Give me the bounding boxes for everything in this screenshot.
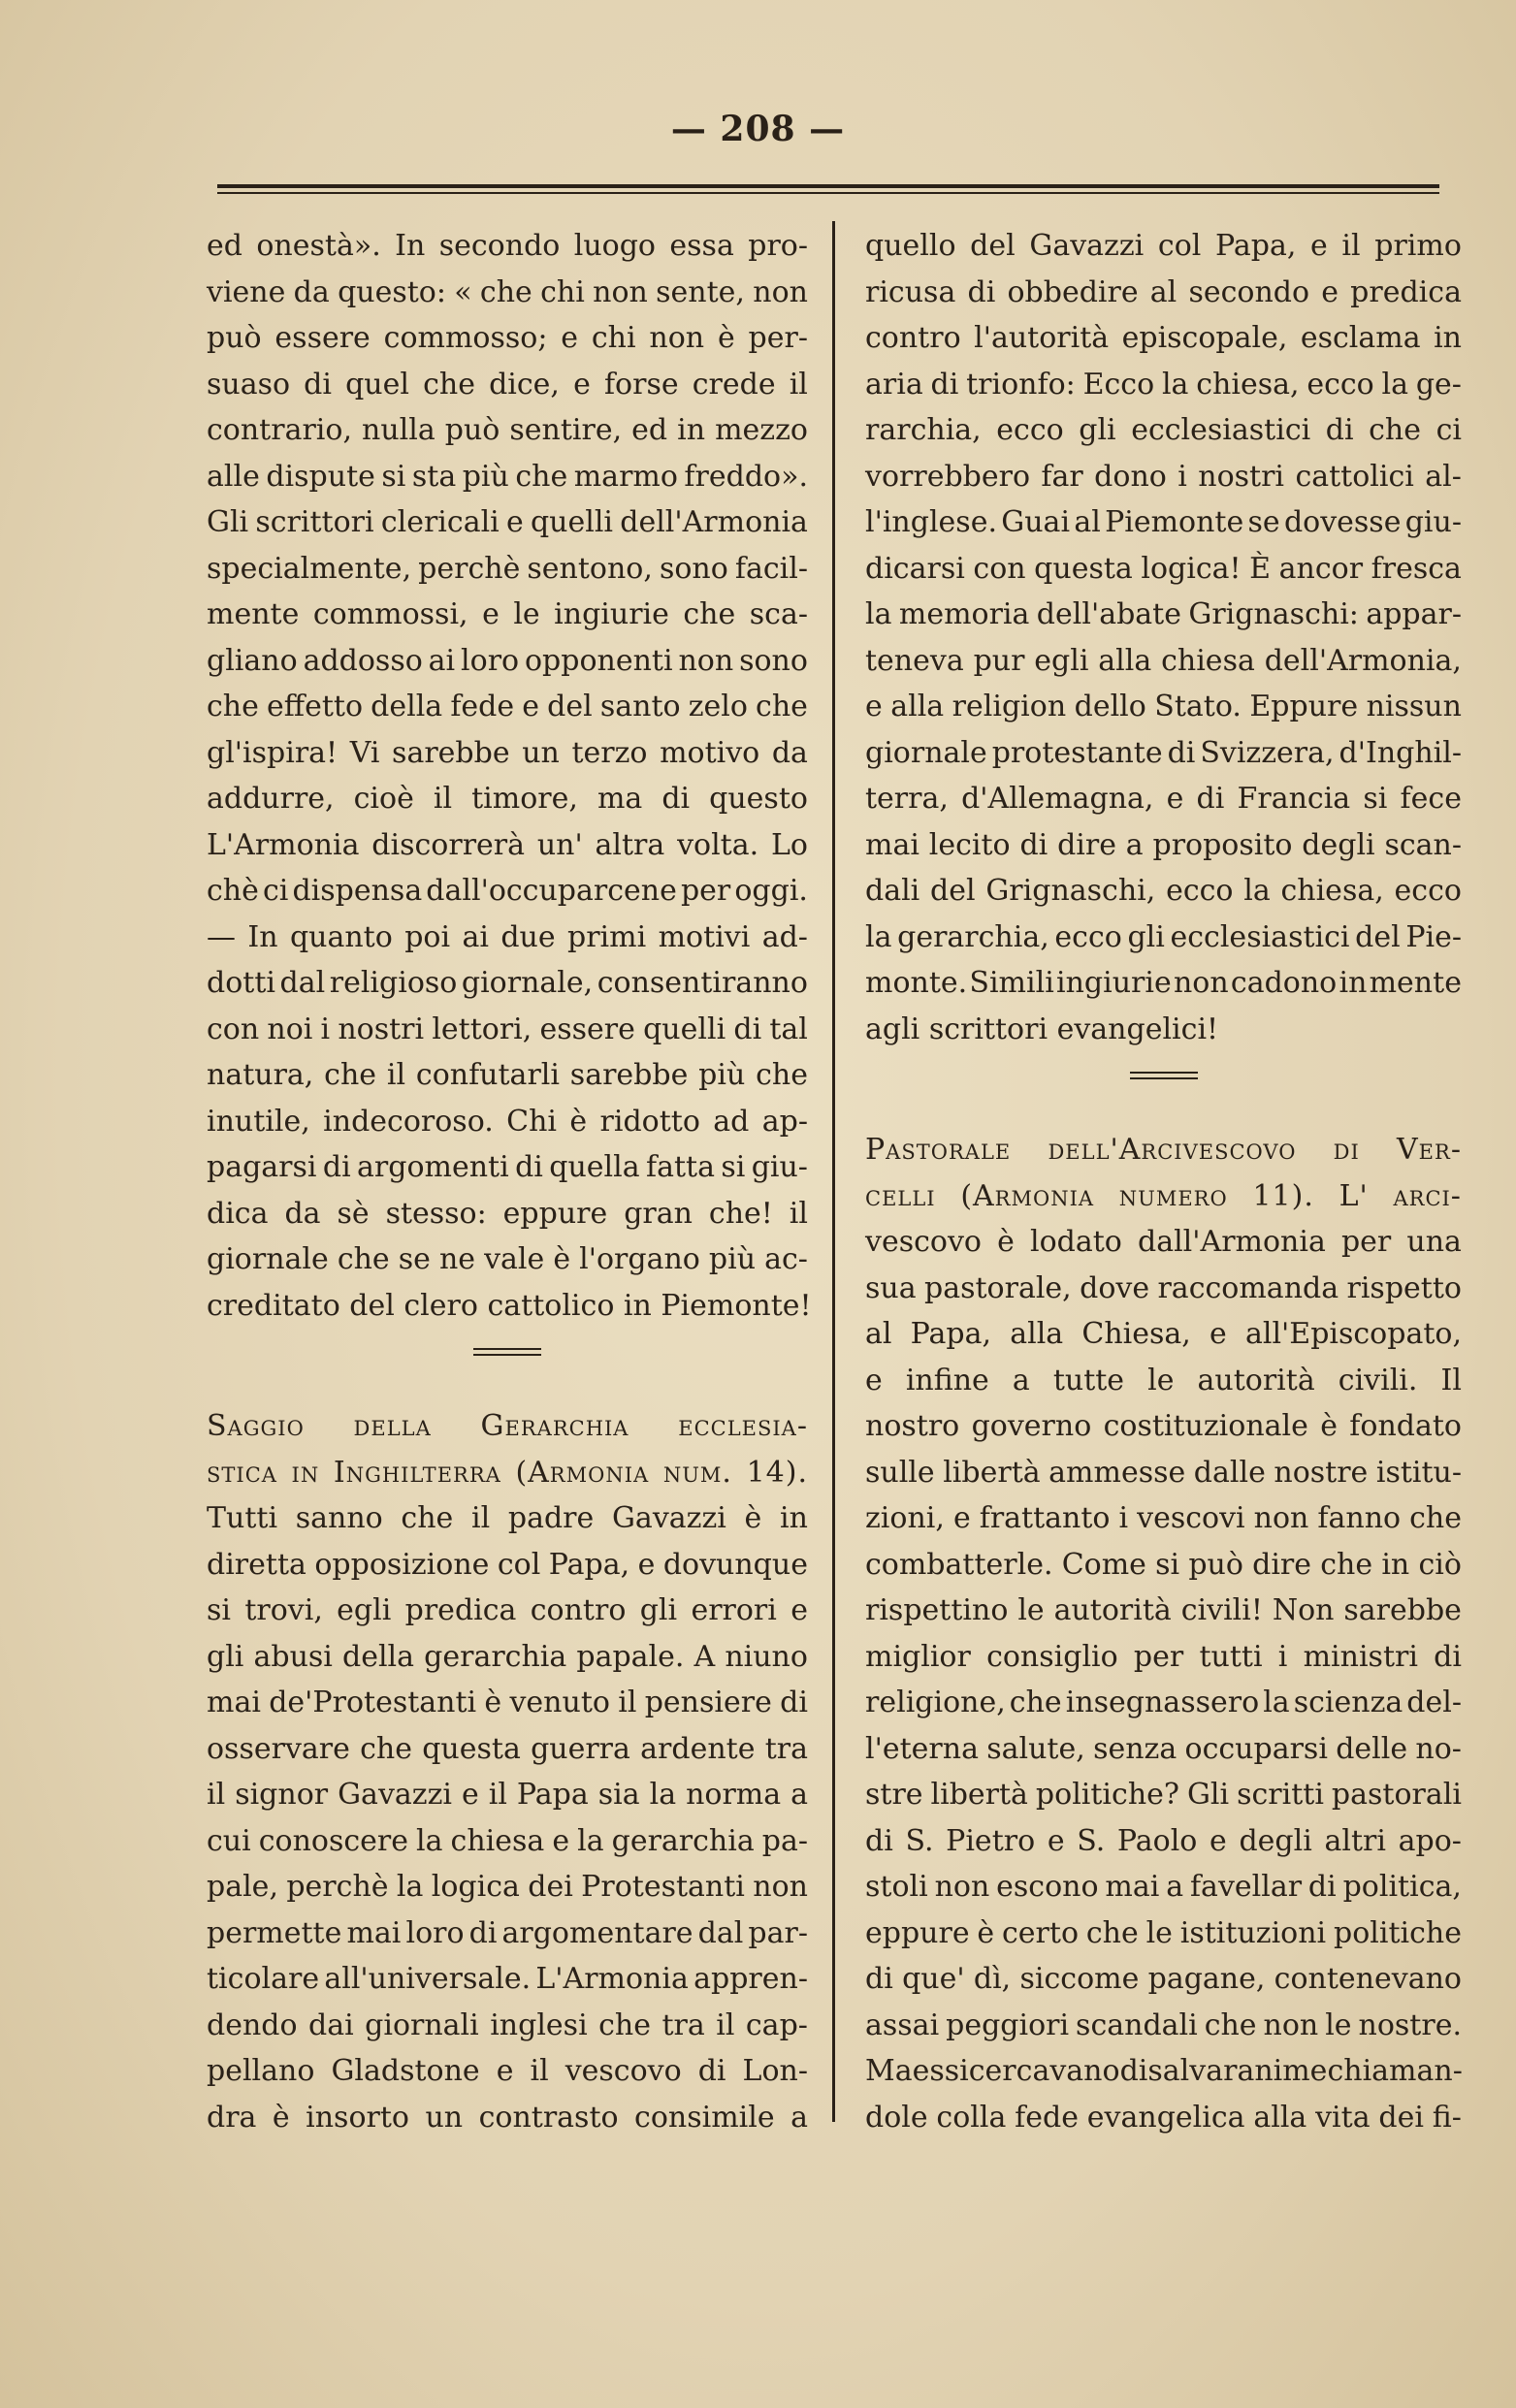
text-line: osservare che questa guerra ardente tra — [207, 1731, 808, 1766]
text-line: assai peggiori scandali che non le nostre. — [865, 2007, 1462, 2042]
text-line: combatterle. Come si può dire che in ciò — [865, 1547, 1462, 1582]
text-line: dicarsi con questa logica! È ancor fresca — [865, 551, 1462, 586]
text-line: stoli non escono mai a favellar di politica, — [865, 1870, 1462, 1904]
section-heading-pastorale — [865, 1127, 1462, 1219]
text-line: L'Armonia discorrerà un' altra volta. Lo — [207, 827, 808, 862]
text-line: l'eterna salute, senza occuparsi delle no- — [865, 1731, 1462, 1766]
text-line: dra è insorto un contrasto consimile a — [207, 2100, 808, 2135]
text-line: diretta opposizione col Papa, e dovunque — [207, 1547, 808, 1582]
text-line: nostro governo costituzionale è fondato — [865, 1409, 1462, 1443]
text-line: e infine a tutte le autorità civili. Il — [865, 1363, 1462, 1397]
text-line: religione, che insegnassero la scienza del- — [865, 1686, 1462, 1719]
text-line: ricusa di obbedire al secondo e predica — [865, 274, 1462, 309]
text-line: pellano Gladstone e il vescovo di Lon- — [207, 2054, 808, 2088]
text-line: dali del Grignaschi, ecco la chiesa, ecco — [865, 874, 1462, 908]
text-line: dole colla fede evangelica alla vita dei fi- — [865, 2100, 1462, 2135]
text-line: dica da sè stesso: eppure gran che! il — [207, 1196, 808, 1231]
text-line: aria di trionfo: Ecco la chiesa, ecco la ge- — [865, 367, 1462, 401]
section-separator — [207, 1329, 808, 1374]
text-line: sua pastorale, dove raccomanda rispetto — [865, 1270, 1462, 1305]
text-line: può essere commosso; e chi non è per- — [207, 321, 808, 355]
right-column-text — [865, 223, 1462, 1052]
text-line: ticolare all'universale. L'Armonia appren- — [207, 1962, 808, 1996]
text-line: di S. Pietro e S. Paolo e degli altri apo- — [865, 1823, 1462, 1858]
text-line: addurre, cioè il timore, ma di questo — [207, 782, 808, 816]
text-line: stica in Inghilterra (Armonia num. 14). — [207, 1455, 808, 1490]
text-line: permette mai loro di argomentare dal par- — [207, 1915, 808, 1950]
text-line: Ma essi cercavano di salvar anime chiaman- — [865, 2054, 1463, 2088]
text-line: — In quanto poi ai due primi motivi ad- — [207, 919, 808, 954]
text-line: terra, d'Allemagna, e di Francia si fece — [865, 782, 1462, 816]
text-line: celli (Armonia numero 11). L' arci- — [865, 1178, 1462, 1213]
text-line: con noi i nostri lettori, essere quelli di tal — [207, 1011, 808, 1046]
text-line: la gerarchia, ecco gli ecclesiastici del Pie- — [865, 919, 1462, 954]
text-line: giornale che se ne vale è l'organo più ac- — [207, 1242, 808, 1276]
text-line: monte. Simili ingiurie non cadono in mente — [865, 966, 1462, 1000]
text-line: miglior consiglio per tutti i ministri di — [865, 1639, 1462, 1674]
text-line: l'inglese. Guai al Piemonte se dovesse giu- — [865, 505, 1462, 539]
text-line: di que' dì, siccome pagane, contenevano — [865, 1962, 1462, 1996]
text-line: e alla religion dello Stato. Eppure nissun — [865, 690, 1462, 723]
text-line: inutile, indecoroso. Chi è ridotto ad ap- — [207, 1104, 808, 1139]
text-line: viene da questo: « che chi non sente, non — [207, 274, 808, 309]
text-line: agli scrittori evangelici! — [865, 1011, 1219, 1046]
left-column — [207, 223, 812, 2140]
text-line: quello del Gavazzi col Papa, e il primo — [865, 229, 1462, 263]
text-line: suaso di quel che dice, e forse crede il — [207, 367, 808, 401]
text-line: natura, che il confutarli sarebbe più che — [207, 1058, 808, 1092]
text-line: eppure è certo che le istituzioni politiche — [865, 1915, 1462, 1950]
text-line: la memoria dell'abate Grignaschi: appar- — [865, 597, 1462, 631]
text-line: giornale protestante di Svizzera, d'Inghil- — [865, 735, 1462, 770]
text-line: ed onestà». In secondo luogo essa pro- — [207, 229, 808, 263]
text-line: rispettino le autorità civili! Non sarebbe — [865, 1593, 1462, 1627]
text-line: dotti dal religioso giornale, consentiranno — [207, 966, 808, 1000]
text-line: zioni, e frattanto i vescovi non fanno che — [865, 1501, 1462, 1535]
text-line: mai de'Protestanti è venuto il pensiere di — [207, 1686, 808, 1719]
left-column-text — [207, 223, 812, 1329]
text-line: dendo dai giornali inglesi che tra il cap- — [207, 2007, 808, 2042]
text-line: specialmente, perchè sentono, sono facil- — [207, 551, 808, 586]
text-line: rarchia, ecco gli ecclesiastici di che ci — [865, 413, 1462, 447]
text-line: cui conoscere la chiesa e la gerarchia pa- — [207, 1823, 808, 1858]
text-line: si trovi, egli predica contro gli errori e — [207, 1593, 808, 1627]
text-line: Pastorale dell'Arcivescovo di Ver- — [865, 1133, 1462, 1167]
header-rule — [217, 184, 1439, 194]
text-line: vescovo è lodato dall'Armonia per una — [865, 1225, 1462, 1259]
text-line: gli abusi della gerarchia papale. A niuno — [207, 1639, 808, 1674]
text-line: Saggio della Gerarchia ecclesia- — [207, 1409, 808, 1443]
text-line: sulle libertà ammesse dalle nostre istitu- — [865, 1455, 1462, 1490]
text-line: alle dispute si sta più che marmo freddo». — [207, 459, 808, 494]
text-line: creditato del clero cattolico in Piemonte! — [207, 1288, 812, 1323]
text-line: Gli scrittori clericali e quelli dell'Armonia — [207, 505, 808, 539]
text-line: stre libertà politiche? Gli scritti pastorali — [865, 1778, 1462, 1812]
text-line: contro l'autorità episcopale, esclama in — [865, 321, 1462, 355]
column-divider — [832, 221, 835, 2122]
section-heading-gerarchia — [207, 1403, 808, 1495]
text-line: il signor Gavazzi e il Papa sia la norma a — [207, 1778, 808, 1812]
right-column — [865, 223, 1462, 2140]
text-line: che effetto della fede e del santo zelo che — [207, 690, 808, 723]
text-line: pale, perchè la logica dei Protestanti non — [207, 1870, 808, 1904]
text-line: mai lecito di dire a proposito degli scan- — [865, 827, 1462, 862]
section-separator — [865, 1052, 1462, 1098]
page-number: — 208 — — [670, 109, 846, 149]
text-line: gl'ispira! Vi sarebbe un terzo motivo da — [207, 735, 808, 770]
right-column-text-2 — [865, 1219, 1462, 2140]
text-line: teneva pur egli alla chiesa dell'Armonia, — [865, 643, 1462, 678]
text-line: Tutti sanno che il padre Gavazzi è in — [207, 1501, 808, 1535]
text-line: contrario, nulla può sentire, ed in mezzo — [207, 413, 808, 447]
text-line: mente commossi, e le ingiurie che sca- — [207, 597, 808, 631]
left-column-text-2 — [207, 1495, 808, 2140]
text-line: gliano addosso ai loro opponenti non sono — [207, 643, 808, 678]
text-line: vorrebbero far dono i nostri cattolici al- — [865, 459, 1462, 494]
text-line: al Papa, alla Chiesa, e all'Episcopato, — [865, 1317, 1462, 1351]
text-line: chè ci dispensa dall'occuparcene per oggi. — [207, 874, 808, 908]
text-line: pagarsi di argomenti di quella fatta si giu- — [207, 1150, 808, 1184]
